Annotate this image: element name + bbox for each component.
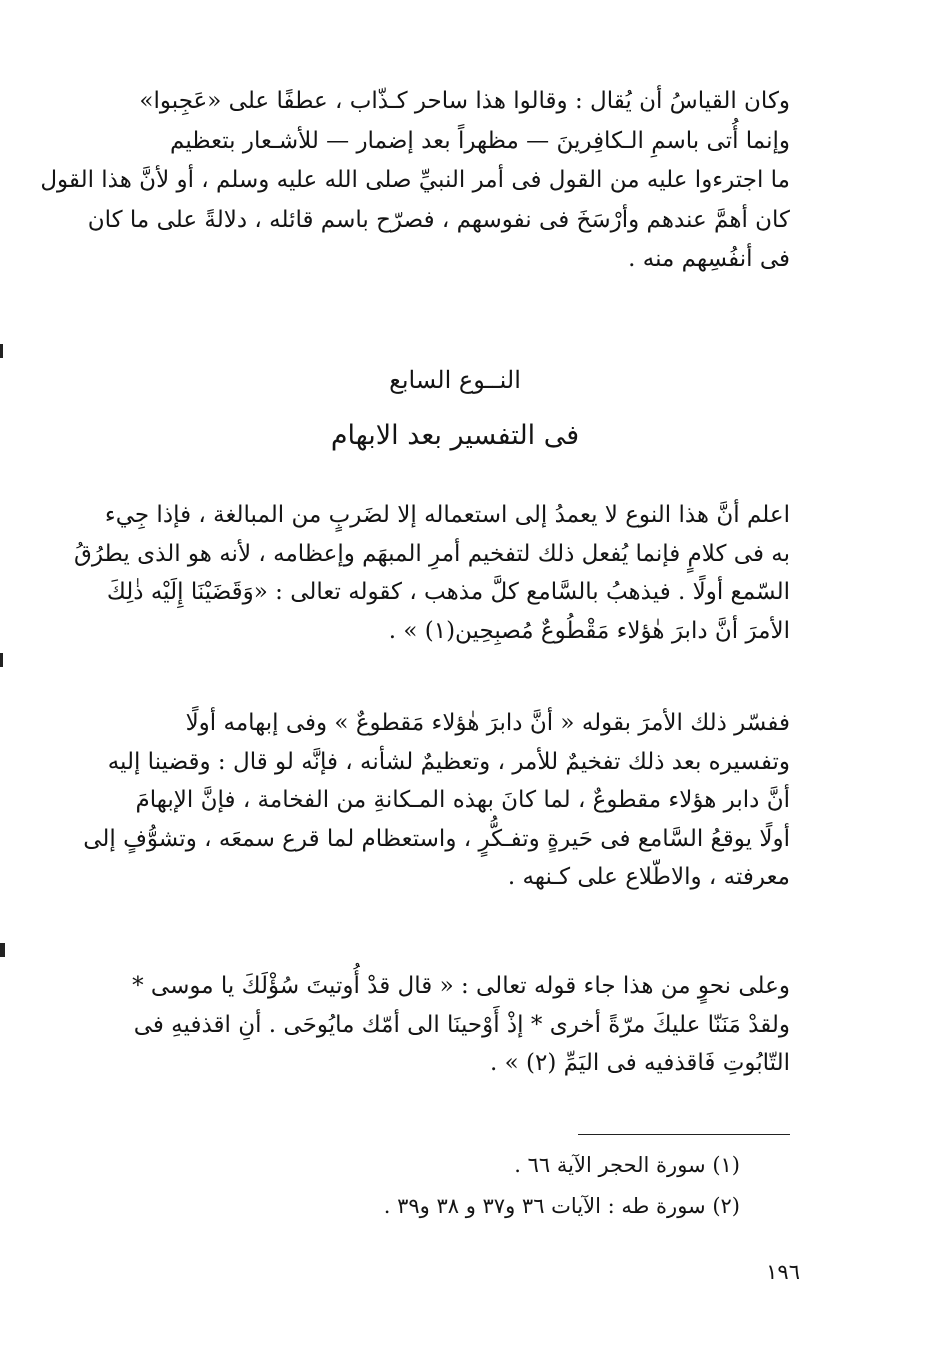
paragraph-example (120, 967, 790, 1083)
text-line: وكان القياسُ أن يُقال : وقالوا هذا ساحر كـذّاب ، عطفًا على «عَجِبوا» (139, 88, 790, 114)
paragraph-definition (74, 496, 790, 650)
text-line: فى أنفُسِهم منه . (628, 246, 790, 272)
scan-margin-mark (0, 653, 3, 667)
text-line: ففسّر ذلك الأمرَ بقوله « أنَّ دابرَ هٰؤلاء مَقطوعٌ » وفى إبهامه أولًا (185, 710, 790, 736)
text-line: الأمرَ أنَّ دابرَ هٰؤلاء مَقْطُوعٌ مُصبِحِين(١) » . (388, 617, 790, 644)
page-number: ١٩٦ (766, 1260, 800, 1284)
text-line: ولقدْ مَنَنّا عليكَ مرّةً أخرى * إذْ أَوْحينَا الى أمّك مايُوحَى . أنِ اقذفيهِ فى (133, 1011, 790, 1038)
text-line: اعلم أنَّ هذا النوع لا يعمدُ إلى استعماله إلا لضَربٍ من المبالغة ، فإذا جِيء (104, 502, 790, 528)
text-line: وعلى نحوٍ من هذا جاء قوله تعالى : « قال قدْ أُوتيتَ سُؤْلَكَ يا موسى * (132, 973, 790, 999)
section-subtitle: فى التفسير بعد الابهام (330, 420, 580, 451)
scan-margin-mark (0, 344, 3, 358)
text-line: وتفسيره بعد ذلك تفخيمٌ للأمر ، وتعظيمٌ لشأنه ، فإنَّه لو قال : وقضينا إليه (107, 748, 790, 775)
text-line: وإنما أُتى باسمِ الـكافِرينَ — مظهراً بعد إضمار — للأشـعار بتعظيم (170, 127, 790, 154)
scan-margin-mark (0, 943, 5, 957)
text-line: ما اجترءوا عليه من القول فى أمر النبيِّ صلى الله عليه وسلم ، أو لأنَّ هذا القول (40, 167, 790, 193)
footnote-divider (578, 1134, 790, 1135)
text-line: به فى كلامٍ فإنما يُفعل ذلك لتفخيم أمرِ المبهَم وإعظامه ، لأنه هو الذى يطرُقُ (74, 540, 790, 567)
paragraph-explanation (83, 704, 790, 897)
text-line: التّابُوتِ فَاقذفيه فى اليَمِّ (٢) » . (490, 1050, 790, 1076)
text-line: كان أهمَّ عندهم وأرْسَخَ فى نفوسهم ، فصرّح باسم قائله ، دلالةً على ما كان (87, 206, 790, 233)
footnote-2: (٢) سورة طه : الآيات ٣٦ و٣٧ و ٣٨ و٣٩ . (383, 1194, 740, 1218)
text-line: معرفته ، والاطّلاع على كـنهه . (507, 864, 790, 890)
text-line: السّمع أولًا . فيذهبُ بالسَّامع كلَّ مذهب ، كقوله تعالى : «وَقَضَيْنَا إِلَيْه ذٰلِكَ (106, 579, 790, 605)
text-line: أنَّ دابر هؤلاء مقطوعٌ ، لما كانَ بهذه المـكانةِ من الفخامة ، فإنَّ الإبهامَ (135, 787, 790, 813)
section-title: النــوع السابع (389, 366, 521, 394)
paragraph-intro (40, 82, 790, 280)
footnote-1: (١) سورة الحجر الآية ٦٦ . (514, 1153, 740, 1177)
text-line: أولًا يوقعُ السَّامع فى حَيرةٍ وتفـكُّرٍ ، واستعظام لما قرع سمعَه ، وتشوُّفٍ إلى (83, 825, 790, 852)
